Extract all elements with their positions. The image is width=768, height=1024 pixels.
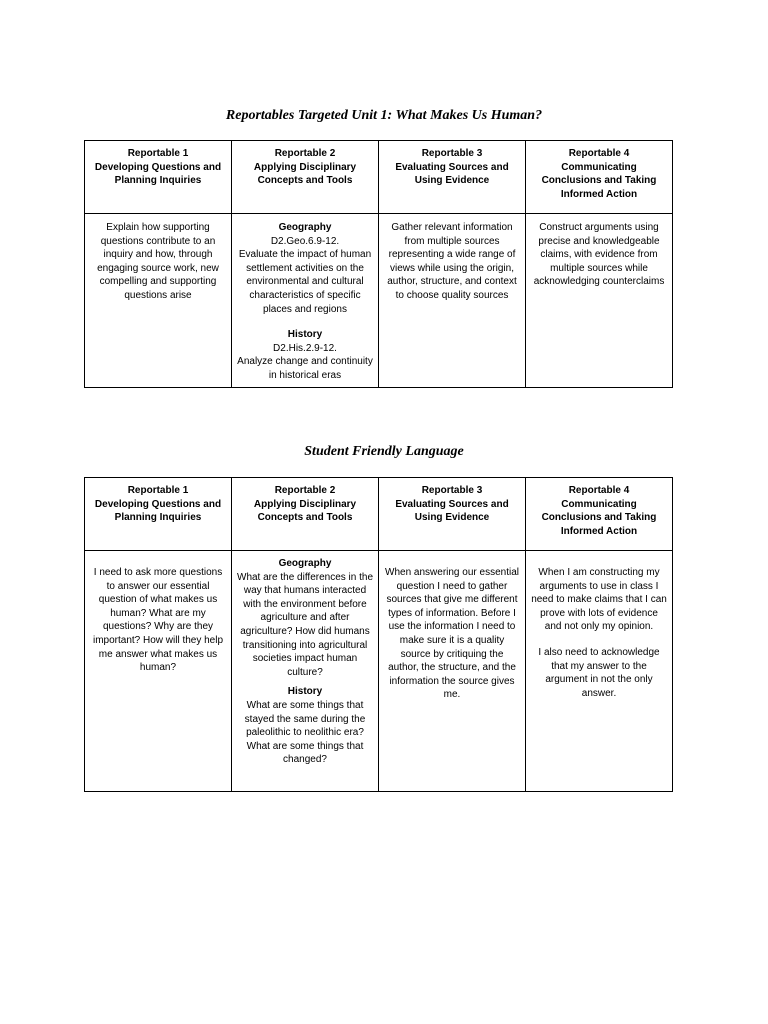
geography-heading: Geography — [278, 558, 332, 569]
cell-reportable-4: Construct arguments using precise and knowledgeable claims, with evidence from multiple sources while acknowledging counterclaims — [526, 214, 673, 388]
cell-reportable-3: Gather relevant information from multiple sources representing a wide range of views while using the origin, author, structure, and context to choose quality sources — [379, 214, 526, 388]
section-title-student-friendly: Student Friendly Language — [304, 444, 464, 459]
history-text: What are some things that stayed the same during the paleolithic to neolithic era? What are some things that changed? — [244, 699, 366, 766]
reportables-table — [84, 140, 673, 388]
history-text: Analyze change and continuity in historical eras — [237, 356, 373, 381]
reportable-4-paragraph-1: When I am constructing my arguments to use in class I need to make claims that I can prove with lots of evidence and not only my opinion. — [531, 567, 667, 633]
header-reportable-4: Reportable 4 Communicating Conclusions and Taking Informed Action — [526, 478, 673, 551]
cell-reportable-3: When answering our essential question I need to gather sources that give me different types of information. Before I use the information I need to make sure it is a quality source by critiquing the author, the structure, and the information the source gives me. — [379, 551, 526, 792]
header-reportable-3: Reportable 3 Evaluating Sources and Using Evidence — [379, 478, 526, 551]
table-row — [85, 214, 673, 388]
header-reportable-3: Reportable 3 Evaluating Sources and Using Evidence — [379, 141, 526, 214]
section-title-reportables: Reportables Targeted Unit 1: What Makes Us Human? — [225, 108, 543, 123]
header-reportable-1: Reportable 1 Developing Questions and Planning Inquiries — [85, 478, 232, 551]
cell-reportable-2 — [232, 551, 379, 792]
header-reportable-2: Reportable 2 Applying Disciplinary Concepts and Tools — [232, 141, 379, 214]
history-heading: History — [287, 329, 323, 341]
table-row — [85, 551, 673, 792]
history-heading: History — [287, 686, 323, 698]
cell-reportable-1: Explain how supporting questions contribute to an inquiry and how, through engaging source work, new compelling and supporting questions arise — [85, 214, 232, 388]
header-reportable-1: Reportable 1 Developing Questions and Planning Inquiries — [85, 141, 232, 214]
header-reportable-4: Reportable 4 Communicating Conclusions and Taking Informed Action — [526, 141, 673, 214]
geography-text: What are the differences in the way that humans interacted with the environment before agriculture and after agriculture? How did humans transitioning into agricultural societies impact human culture? — [237, 571, 374, 678]
reportable-4-paragraph-2: I also need to acknowledge that my answer to the argument in not the only answer. — [538, 646, 660, 699]
table-header-row — [85, 478, 673, 551]
geography-heading: Geography — [278, 222, 332, 233]
cell-reportable-2 — [232, 214, 379, 388]
student-friendly-table — [84, 477, 673, 792]
cell-reportable-4 — [526, 551, 673, 792]
geography-text: Evaluate the impact of human settlement activities on the environmental and cultural characteristics of specific places and regions — [238, 249, 372, 315]
history-code: D2.His.2.9-12. — [273, 342, 337, 354]
table-header-row — [85, 141, 673, 214]
header-reportable-2: Reportable 2 Applying Disciplinary Concepts and Tools — [232, 478, 379, 551]
cell-reportable-1: I need to ask more questions to answer our essential question of what makes us human? What are my questions? Why are they important? How will they help me answer what makes us human? — [85, 551, 232, 792]
geography-code: D2.Geo.6.9-12. — [270, 235, 340, 247]
